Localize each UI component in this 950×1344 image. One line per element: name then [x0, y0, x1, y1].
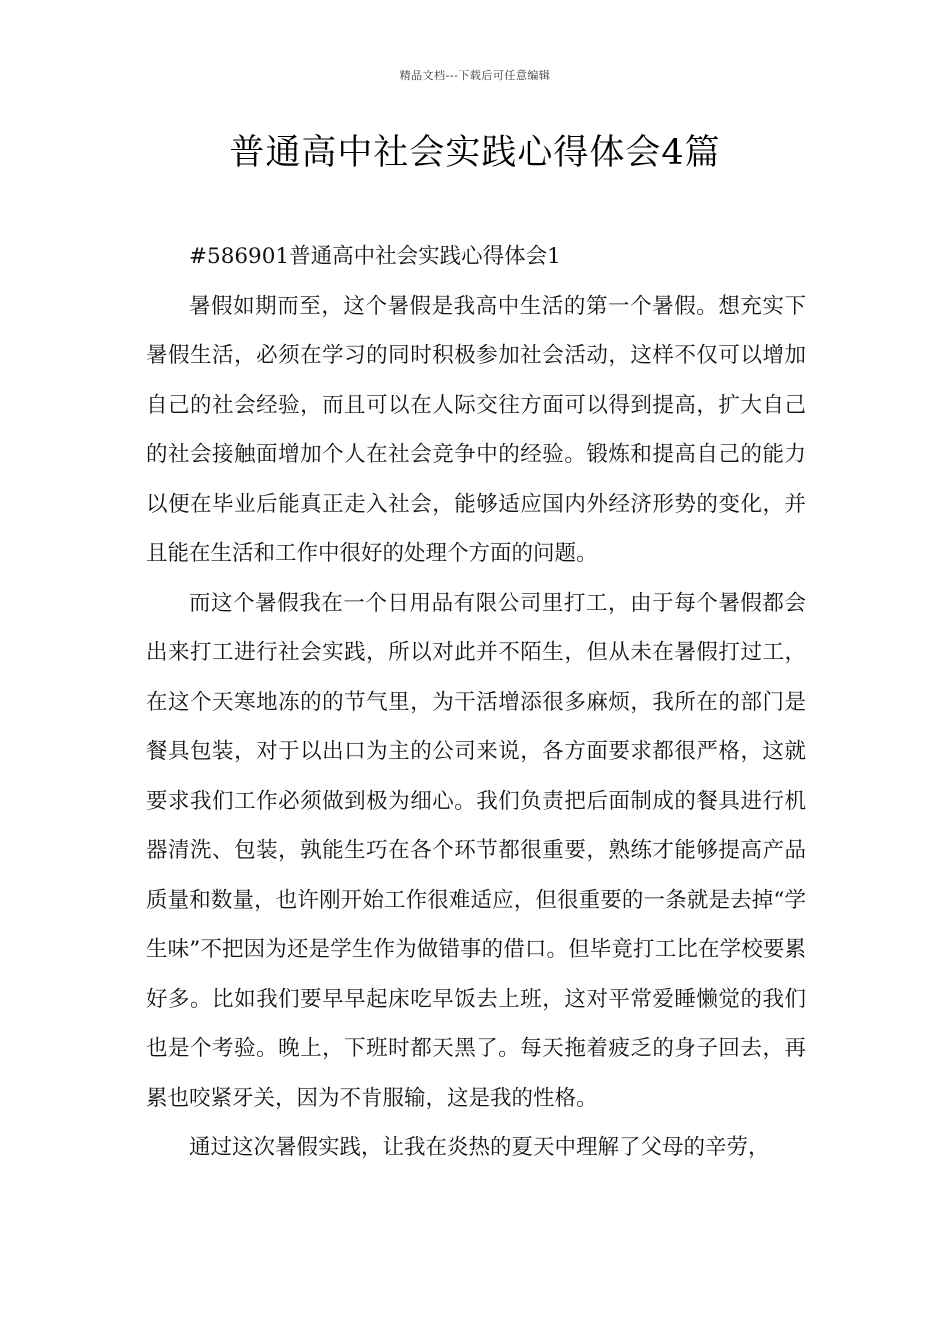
document-body — [146, 232, 806, 1173]
paragraph: 而这个暑假我在一个日用品有限公司里打工，由于每个暑假都会出来打工进行社会实践，所以对此并不陌生，但从未在暑假打过工，在这个天寒地冻的的节气里，为干活增添很多麻烦，我所在的部门是餐具包装，对于以出口为主的公司来说，各方面要求都很严格，这就要求我们工作必须做到极为细心。我们负责把后面制成的餐具进行机器清洗、包装，孰能生巧在各个环节都很重要，熟练才能够提高产品质量和数量，也许刚开始工作很难适应，但很重要的一条就是去掉“学生味”不把因为还是学生作为做错事的借口。但毕竟打工比在学校要累好多。比如我们要早早起床吃早饭去上班，这对平常爱睡懒觉的我们也是个考验。晚上，下班时都天黑了。每天拖着疲乏的身子回去，再累也咬紧牙关，因为不肯服输，这是我的性格。 — [146, 590, 806, 1111]
paragraph: 通过这次暑假实践，让我在炎热的夏天中理解了父母的辛劳， — [189, 1135, 770, 1160]
document-title: 普通高中社会实践心得体会4篇 — [229, 133, 721, 173]
header-note: 精品文档---下载后可任意编辑 — [399, 69, 551, 82]
section-heading: #586901普通高中社会实践心得体会1 — [189, 244, 561, 269]
paragraph: 暑假如期而至，这个暑假是我高中生活的第一个暑假。想充实下暑假生活，必须在学习的同时积极参加社会活动，这样不仅可以增加自己的社会经验，而且可以在人际交往方面可以得到提高，扩大自己的社会接触面增加个人在社会竞争中的经验。锻炼和提高自己的能力以便在毕业后能真正走入社会，能够适应国内外经济形势的变化，并且能在生活和工作中很好的处理个方面的问题。 — [146, 293, 806, 566]
